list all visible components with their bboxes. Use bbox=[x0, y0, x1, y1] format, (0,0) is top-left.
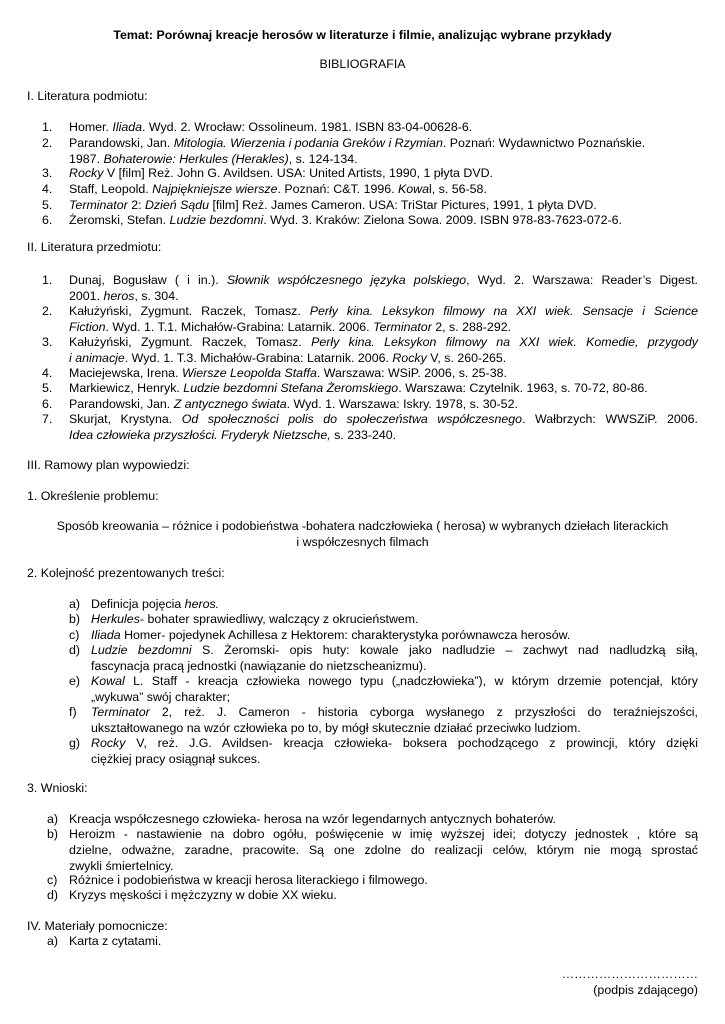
item-text bbox=[91, 642, 698, 674]
item-line: Markiewicz, Henryk. Ludzie bezdomni Stefana Żeromskiego. Warszawa: Czytelnik. 1963, s. 70-72, 80-86. bbox=[69, 381, 648, 395]
item-text bbox=[69, 365, 698, 381]
item-line: ukształtowanego na wzór człowieka po to, by mógł skutecznie działać przeciwko ludziom. bbox=[91, 721, 581, 735]
item-line: Kowal L. Staff - kreacja człowieka nowego typu („nadczłowieka”), w którym drzemie potencjał, który bbox=[91, 674, 698, 688]
item-number: 3. bbox=[42, 166, 53, 180]
item-line: Ludzie bezdomni S. Żeromski- opis huty: kowale jako nadludzie – zachwyt nad nadludzką siłą, bbox=[91, 643, 698, 657]
item-text bbox=[69, 380, 698, 396]
signature-line: …………………………… bbox=[561, 967, 698, 981]
item-number: g) bbox=[69, 736, 81, 750]
item-line: Kałużyński, Zygmunt. Raczek, Tomasz. Perły kina. Leksykon filmowy na XXI wiek. Sensacje i Science bbox=[69, 304, 699, 318]
item-text bbox=[91, 596, 698, 612]
item-line: Heroizm - nastawienie na dobro ogółu, poświęcenie w imię wyższej idei; dotyczy jednostek , które są bbox=[69, 827, 698, 841]
item-number: b) bbox=[69, 612, 81, 626]
item-text bbox=[69, 197, 698, 213]
item-text bbox=[69, 933, 698, 949]
item-number: 2. bbox=[42, 136, 53, 150]
item-number: 5. bbox=[42, 381, 53, 395]
item-number: 4. bbox=[42, 366, 53, 380]
topic-title: Temat: Porównaj kreacje herosów w literaturze i filmie, analizując wybrane przykłady bbox=[113, 28, 612, 42]
item-line: 1987. Bohaterowie: Herkules (Herakles), s. 124-134. bbox=[69, 152, 358, 166]
item-line: 2001. heros, s. 304. bbox=[69, 289, 179, 303]
item-line: Parandowski, Jan. Z antycznego świata. Wyd. 1. Warszawa: Iskry. 1978, s. 30-52. bbox=[69, 397, 518, 411]
item-number: 3. bbox=[42, 335, 53, 349]
item-line: Kryzys męskości i mężczyzny w dobie XX wieku. bbox=[69, 888, 337, 902]
item-text bbox=[69, 887, 698, 903]
item-text bbox=[69, 411, 698, 443]
item-line: Parandowski, Jan. Mitologia. Wierzenia i podania Greków i Rzymian. Poznań: Wydawnictwo Poznańskie. bbox=[69, 136, 646, 150]
item-line: zwykli śmiertelnicy. bbox=[69, 859, 174, 873]
conclusions-subheading: 3. Wnioski: bbox=[27, 781, 88, 795]
problem-subheading: 1. Określenie problemu: bbox=[27, 489, 159, 503]
item-text bbox=[69, 272, 698, 304]
item-text bbox=[69, 334, 698, 366]
item-number: d) bbox=[69, 643, 81, 657]
section-1-title: I. Literatura podmiotu: bbox=[27, 89, 148, 103]
item-line: Rocky V, reż. J.G. Avildsen- kreacja człowieka- boksera pochodzącego z prowincji, który dzięki bbox=[91, 736, 698, 750]
item-number: d) bbox=[47, 888, 59, 902]
section-3-title: III. Ramowy plan wypowiedzi: bbox=[27, 458, 190, 472]
item-number: f) bbox=[69, 705, 77, 719]
item-line: Maciejewska, Irena. Wiersze Leopolda Staffa. Warszawa: WSiP. 2006, s. 25-38. bbox=[69, 366, 507, 380]
item-number: b) bbox=[47, 827, 59, 841]
item-number: 6. bbox=[42, 213, 53, 227]
item-number: e) bbox=[69, 674, 81, 688]
item-line: fascynacja pracą jednostki (nawiązanie do nietzscheanizmu). bbox=[91, 659, 427, 673]
item-line: dzielne, odważne, zaradne, pracowite. Są one zdolne do realizacji celów, którym nie mogą sprostać bbox=[69, 843, 698, 857]
item-text bbox=[69, 181, 698, 197]
item-text bbox=[69, 165, 698, 181]
item-line: ciężkiej pracy osiągnął sukces. bbox=[91, 752, 261, 766]
item-number: c) bbox=[47, 873, 58, 887]
item-number: a) bbox=[69, 597, 81, 611]
section-2-title: II. Literatura przedmiotu: bbox=[27, 240, 162, 254]
item-line: Karta z cytatami. bbox=[69, 934, 162, 948]
item-text bbox=[69, 826, 698, 874]
item-text bbox=[69, 212, 698, 228]
item-line: Kreacja współczesnego człowieka- herosa na wzór legendarnych antycznych bohaterów. bbox=[69, 812, 556, 826]
section-4-title: IV. Materiały pomocnicze: bbox=[27, 919, 168, 933]
item-line: Skurjat, Krystyna. Od społeczności polis do społeczeństwa współczesnego. Wałbrzych: WWSZiP. 2006. bbox=[69, 412, 698, 426]
item-line: Kałużyński, Zygmunt. Raczek, Tomasz. Perły kina. Leksykon filmowy na XXI wiek. Komedie, przygody bbox=[69, 335, 699, 349]
item-number: 5. bbox=[42, 198, 53, 212]
item-line: Fiction. Wyd. 1. T.1. Michałów-Grabina: Latarnik. 2006. Terminator 2, s. 288-292. bbox=[69, 320, 512, 334]
item-number: 6. bbox=[42, 397, 53, 411]
item-line: Terminator 2: Dzień Sądu [film] Reż. James Cameron. USA: TriStar Pictures, 1991, 1 płyta DVD. bbox=[69, 198, 597, 212]
item-text bbox=[91, 673, 698, 705]
content-order-subheading: 2. Kolejność prezentowanych treści: bbox=[27, 566, 225, 580]
item-line: Definicja pojęcia heros. bbox=[91, 597, 220, 611]
item-number: 2. bbox=[42, 304, 53, 318]
item-line: Różnice i podobieństwa w kreacji herosa literackiego i filmowego. bbox=[69, 873, 428, 887]
item-text bbox=[69, 811, 698, 827]
item-number: a) bbox=[47, 934, 59, 948]
item-line: Staff, Leopold. Najpiękniejsze wiersze. Poznań: C&T. 1996. Kowal, s. 56-58. bbox=[69, 182, 487, 196]
item-number: a) bbox=[47, 812, 59, 826]
item-number: 1. bbox=[42, 273, 53, 287]
item-text bbox=[91, 735, 698, 767]
item-line: i animacje. Wyd. 1. T.3. Michałów-Grabina: Latarnik. 2006. Rocky V, s. 260-265. bbox=[69, 351, 507, 365]
item-text bbox=[69, 303, 698, 335]
item-line: Herkules- bohater sprawiedliwy, walczący z okrucieństwem. bbox=[91, 612, 419, 626]
item-line: Rocky V [film] Reż. John G. Avildsen. USA: United Artists, 1990, 1 płyta DVD. bbox=[69, 166, 493, 180]
item-text bbox=[91, 611, 698, 627]
item-number: c) bbox=[69, 628, 80, 642]
item-line: Idea człowieka przyszłości. Fryderyk Nietzsche, s. 233-240. bbox=[69, 428, 397, 442]
item-text bbox=[69, 396, 698, 412]
item-line: Iliada Homer- pojedynek Achillesa z Hektorem: charakterystyka porównawcza herosów. bbox=[91, 628, 571, 642]
item-number: 4. bbox=[42, 182, 53, 196]
item-text bbox=[91, 704, 698, 736]
item-line: Dunaj, Bogusław ( i in.). Słownik współczesnego języka polskiego, Wyd. 2. Warszawa: Reader’s Digest. bbox=[69, 273, 699, 287]
problem-statement-line-2: i współczesnych filmach bbox=[296, 535, 429, 549]
item-number: 1. bbox=[42, 120, 53, 134]
item-text bbox=[69, 135, 698, 167]
item-text bbox=[69, 119, 698, 135]
bibliography-heading: BIBLIOGRAFIA bbox=[319, 57, 406, 71]
item-line: Żeromski, Stefan. Ludzie bezdomni. Wyd. 3. Kraków: Zielona Sowa. 2009. ISBN 978-83-7623-072-6. bbox=[69, 213, 622, 227]
signature-label: (podpis zdającego) bbox=[593, 983, 698, 997]
item-line: Terminator 2, reż. J. Cameron - historia cyborga wysłanego z przyszłości do teraźniejszości, bbox=[91, 705, 698, 719]
item-line: Homer. Iliada. Wyd. 2. Wrocław: Ossolineum. 1981. ISBN 83-04-00628-6. bbox=[69, 120, 473, 134]
problem-statement-line-1: Sposób kreowania – różnice i podobieństwa -bohatera nadczłowieka ( herosa) w wybranych dziełach literackich bbox=[56, 519, 669, 533]
item-text bbox=[91, 627, 698, 643]
item-text bbox=[69, 872, 698, 888]
item-number: 7. bbox=[42, 412, 53, 426]
item-line: „wykuwa” swój charakter; bbox=[91, 690, 231, 704]
